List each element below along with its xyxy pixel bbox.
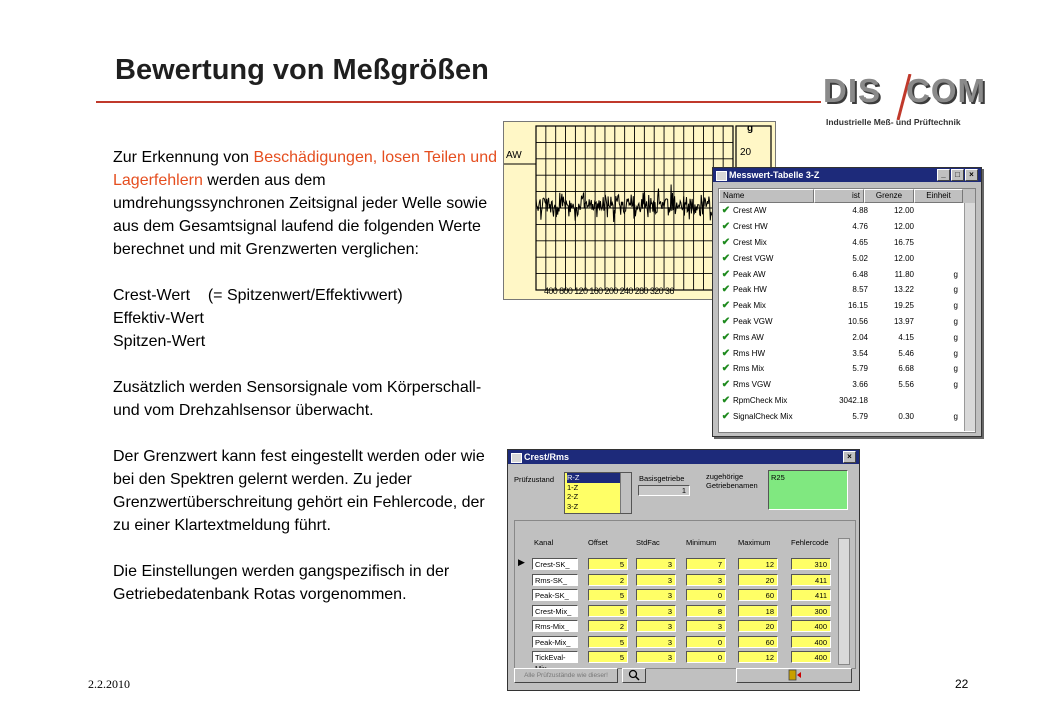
- body-text: [113, 146, 498, 629]
- pruefzustand-option[interactable]: 2-Z: [567, 492, 579, 501]
- row-ist-cell: 5.79: [852, 411, 868, 421]
- code-field[interactable]: 411: [791, 589, 831, 601]
- checkmark-icon: ✔: [721, 379, 731, 391]
- logo-text-left: DIS: [823, 72, 882, 109]
- getriebe-field[interactable]: R25: [768, 470, 848, 510]
- table-row[interactable]: [719, 329, 975, 345]
- row-name-cell: ✔ Peak HW: [719, 284, 830, 295]
- close-button[interactable]: ×: [843, 451, 856, 463]
- page-number: 22: [955, 677, 969, 691]
- col-kanal: Kanal: [534, 538, 554, 547]
- row-ist-cell: 3.54: [852, 348, 868, 358]
- stdfac-field[interactable]: 3: [636, 636, 676, 648]
- max-field[interactable]: 12: [738, 558, 778, 570]
- measurement-rows: [719, 203, 975, 424]
- stdfac-field[interactable]: 3: [636, 651, 676, 663]
- row-name-cell: ✔ Rms HW: [719, 348, 830, 359]
- highlighted-text: Beschädigungen, losen Teilen und Lagerfehlern: [113, 149, 497, 189]
- min-field[interactable]: 3: [686, 620, 726, 632]
- kanal-field[interactable]: Crest-Mix_: [532, 605, 578, 617]
- close-button[interactable]: ×: [965, 169, 978, 181]
- measurement-window-titlebar[interactable]: [713, 168, 981, 182]
- discom-logo: [820, 72, 986, 132]
- row-grenze-cell: 19.25: [893, 301, 914, 311]
- stdfac-field[interactable]: 3: [636, 620, 676, 632]
- measurement-table-window: [712, 167, 982, 437]
- table-row[interactable]: [719, 250, 975, 266]
- crest-window-title: Crest/Rms: [524, 452, 570, 462]
- row-ist-cell: 6.48: [852, 269, 868, 279]
- kanal-field[interactable]: Crest-SK_: [532, 558, 578, 570]
- max-field[interactable]: 20: [738, 620, 778, 632]
- max-field[interactable]: 18: [738, 605, 778, 617]
- row-name-cell: ✔ Rms AW: [719, 332, 830, 343]
- kanal-field[interactable]: Peak-SK_: [532, 589, 578, 601]
- checkmark-icon: ✔: [721, 394, 731, 406]
- row-ist-cell: 4.88: [852, 206, 868, 216]
- measurement-table: [718, 188, 976, 433]
- row-grenze-cell: 12.00: [893, 206, 914, 216]
- max-field[interactable]: 12: [738, 651, 778, 663]
- checkmark-icon: ✔: [721, 410, 731, 422]
- table-row[interactable]: [719, 361, 975, 377]
- col-header-grenze[interactable]: Grenze: [864, 189, 914, 203]
- window-icon: [716, 171, 727, 181]
- code-field[interactable]: 300: [791, 605, 831, 617]
- list-scrollbar[interactable]: [620, 473, 631, 513]
- row-name-cell: ✔ Rms Mix: [719, 363, 830, 374]
- row-name-cell: ✔ Peak VGW: [719, 316, 830, 327]
- paragraph-2: Crest-Wert (= Spitzenwert/Effektivwert) Effektiv-Wert Spitzen-Wert: [113, 287, 403, 350]
- row-grenze-cell: 5.56: [898, 380, 914, 390]
- search-icon: [627, 669, 641, 681]
- code-field[interactable]: 400: [791, 636, 831, 648]
- checkmark-icon: ✔: [721, 300, 731, 312]
- code-field[interactable]: 411: [791, 574, 831, 586]
- row-ist-cell: 5.02: [852, 253, 868, 263]
- row-grenze-cell: 13.97: [893, 316, 914, 326]
- col-header-ist[interactable]: ist: [814, 189, 864, 203]
- row-grenze-cell: 6.68: [898, 364, 914, 374]
- table-row[interactable]: [719, 266, 975, 282]
- row-grenze-cell: 0.30: [898, 411, 914, 421]
- row-name-cell: ✔ Crest Mix: [719, 237, 830, 248]
- row-ist-cell: 3.66: [852, 380, 868, 390]
- logo-subtitle: Industrielle Meß- und Prüftechnik: [826, 117, 961, 127]
- offset-field[interactable]: 5: [588, 605, 628, 617]
- logo-text-right: COM: [906, 72, 986, 109]
- table-row[interactable]: [719, 314, 975, 330]
- max-field[interactable]: 20: [738, 574, 778, 586]
- row-name-cell: ✔ Crest HW: [719, 221, 830, 232]
- paragraph-4: Der Grenzwert kann fest eingestellt werden oder wie bei den Spektren gelernt werden. Zu jeder Grenzwertüberschreitung gehört ein Fehlercode, der zu einer Klartextmeldung führt.: [113, 448, 485, 534]
- chart-scale-label: 20: [740, 147, 752, 158]
- row-ist-cell: 5.79: [852, 364, 868, 374]
- kanal-field[interactable]: Rms-Mix_: [532, 620, 578, 632]
- offset-field[interactable]: 2: [588, 620, 628, 632]
- checkmark-icon: ✔: [721, 363, 731, 375]
- table-row[interactable]: [719, 345, 975, 361]
- measurement-window-title: Messwert-Tabelle 3-Z: [729, 170, 820, 180]
- row-einheit-cell: g: [953, 364, 958, 374]
- search-button[interactable]: [622, 668, 646, 683]
- checkmark-icon: ✔: [721, 268, 731, 280]
- slide-title: Bewertung von Meßgrößen: [115, 54, 489, 86]
- offset-field[interactable]: 5: [588, 558, 628, 570]
- table-row[interactable]: [719, 282, 975, 298]
- kanal-field[interactable]: Peak-Mix_: [532, 636, 578, 648]
- checkmark-icon: ✔: [721, 236, 731, 248]
- measurement-table-header: [719, 189, 975, 203]
- table-row[interactable]: [719, 219, 975, 235]
- checkmark-icon: ✔: [721, 347, 731, 359]
- table-row[interactable]: [719, 393, 975, 409]
- stdfac-field[interactable]: 3: [636, 574, 676, 586]
- checkmark-icon: ✔: [721, 221, 731, 233]
- chart-channel-label: AW: [506, 150, 522, 161]
- row-name-cell: ✔ Crest AW: [719, 205, 830, 216]
- row-name-cell: ✔ Peak AW: [719, 269, 830, 280]
- exit-door-icon: [786, 669, 802, 681]
- table-row[interactable]: [719, 235, 975, 251]
- row-einheit-cell: g: [953, 285, 958, 295]
- basis-label: Basisgetriebe: [639, 474, 685, 483]
- row-ist-cell: 4.65: [852, 237, 868, 247]
- paragraph-1: Zur Erkennung von Beschädigungen, losen Teilen und Lagerfehlern werden aus dem umdrehungssynchronen Zeitsignal jeder Welle sowie aus dem Gesamtsignal laufend die folgenden Werte berechnet und mit Grenzwerten verglichen:: [113, 149, 497, 258]
- checkmark-icon: ✔: [721, 252, 731, 264]
- min-field[interactable]: 0: [686, 589, 726, 601]
- basis-field[interactable]: 1: [638, 485, 690, 496]
- min-field[interactable]: 3: [686, 574, 726, 586]
- minimize-button[interactable]: _: [937, 169, 950, 181]
- min-field[interactable]: 8: [686, 605, 726, 617]
- row-einheit-cell: g: [953, 269, 958, 279]
- row-grenze-cell: 16.75: [893, 237, 914, 247]
- checkmark-icon: ✔: [721, 315, 731, 327]
- offset-field[interactable]: 5: [588, 651, 628, 663]
- table-row[interactable]: [719, 408, 975, 424]
- table-row[interactable]: [719, 377, 975, 393]
- stdfac-field[interactable]: 3: [636, 605, 676, 617]
- row-grenze-cell: 5.46: [898, 348, 914, 358]
- row-einheit-cell: g: [953, 380, 958, 390]
- col-fehlercode: Fehlercode: [791, 538, 829, 547]
- row-grenze-cell: 12.00: [893, 222, 914, 232]
- col-offset: Offset: [588, 538, 608, 547]
- col-header-einheit[interactable]: Einheit: [914, 189, 963, 203]
- col-stdfac: StdFac: [636, 538, 660, 547]
- row-ist-cell: 8.57: [852, 285, 868, 295]
- pruefzustand-option[interactable]: R-Z: [567, 473, 621, 483]
- checkmark-icon: ✔: [721, 205, 731, 217]
- getriebe-label: zugehörige Getriebenamen: [706, 472, 758, 490]
- min-field[interactable]: 0: [686, 636, 726, 648]
- code-field[interactable]: 400: [791, 651, 831, 663]
- footer-date: 2.2.2010: [88, 677, 130, 691]
- code-field[interactable]: 310: [791, 558, 831, 570]
- row-ist-cell: 10.56: [847, 316, 868, 326]
- row-einheit-cell: g: [953, 332, 958, 342]
- offset-field[interactable]: 5: [588, 636, 628, 648]
- row-name-cell: ✔ Peak Mix: [719, 300, 830, 311]
- crest-rms-window: [507, 449, 860, 691]
- row-einheit-cell: g: [953, 316, 958, 326]
- table-row[interactable]: [719, 203, 975, 219]
- current-row-indicator-icon: ▶: [518, 557, 525, 567]
- row-ist-cell: 2.04: [852, 332, 868, 342]
- row-ist-cell: 16.15: [847, 301, 868, 311]
- vertical-scrollbar[interactable]: [964, 203, 975, 431]
- row-grenze-cell: 12.00: [893, 253, 914, 263]
- apply-all-button[interactable]: Alle Prüfzustände wie dieser!: [514, 668, 618, 683]
- row-ist-cell: 4.76: [852, 222, 868, 232]
- offset-field[interactable]: 5: [588, 589, 628, 601]
- row-name-cell: ✔ RpmCheck Mix: [719, 395, 830, 406]
- row-grenze-cell: 11.80: [894, 269, 914, 279]
- row-grenze-cell: 13.22: [893, 285, 914, 295]
- maximize-button[interactable]: □: [951, 169, 964, 181]
- kanal-field[interactable]: Rms-SK_: [532, 574, 578, 586]
- max-field[interactable]: 60: [738, 636, 778, 648]
- row-einheit-cell: g: [953, 301, 958, 311]
- offset-field[interactable]: 2: [588, 574, 628, 586]
- row-name-cell: ✔ Rms VGW: [719, 379, 830, 390]
- row-einheit-cell: g: [953, 348, 958, 358]
- grid-scrollbar[interactable]: [838, 538, 850, 665]
- crest-window-titlebar[interactable]: [508, 450, 859, 464]
- min-field[interactable]: 7: [686, 558, 726, 570]
- row-einheit-cell: g: [953, 411, 958, 421]
- col-header-name[interactable]: Name: [719, 189, 814, 203]
- row-ist-cell: 3042.18: [839, 395, 868, 405]
- window-icon: [511, 453, 522, 463]
- chart-unit-label: g: [747, 123, 754, 134]
- kanal-field[interactable]: TickEval-: [532, 651, 578, 663]
- code-field[interactable]: 400: [791, 620, 831, 632]
- chart-x-ticks: 400 800 120 160 200 240 280 320 36: [544, 286, 674, 296]
- checkmark-icon: ✔: [721, 284, 731, 296]
- pruefzustand-label: Prüfzustand: [514, 475, 555, 484]
- pruefzustand-option[interactable]: 3-Z: [567, 501, 579, 511]
- title-underline: [96, 101, 821, 103]
- max-field[interactable]: 60: [738, 589, 778, 601]
- stdfac-field[interactable]: 3: [636, 558, 676, 570]
- col-maximum: Maximum: [738, 538, 771, 547]
- col-minimum: Minimum: [686, 538, 717, 547]
- paragraph-3: Zusätzlich werden Sensorsignale vom Körperschall- und vom Drehzahlsensor überwacht.: [113, 379, 482, 419]
- row-name-cell: ✔ Crest VGW: [719, 253, 830, 264]
- exit-button[interactable]: [736, 668, 852, 683]
- row-name-cell: ✔ SignalCheck Mix: [719, 411, 830, 422]
- row-grenze-cell: 4.15: [898, 332, 914, 342]
- min-field[interactable]: 0: [686, 651, 726, 663]
- paragraph-5: Die Einstellungen werden gangspezifisch in der Getriebedatenbank Rotas vorgenommen.: [113, 563, 450, 603]
- checkmark-icon: ✔: [721, 331, 731, 343]
- pruefzustand-option[interactable]: 1-Z: [567, 482, 579, 492]
- stdfac-field[interactable]: 3: [636, 589, 676, 601]
- pruefzustand-list[interactable]: [564, 472, 632, 514]
- table-row[interactable]: [719, 298, 975, 314]
